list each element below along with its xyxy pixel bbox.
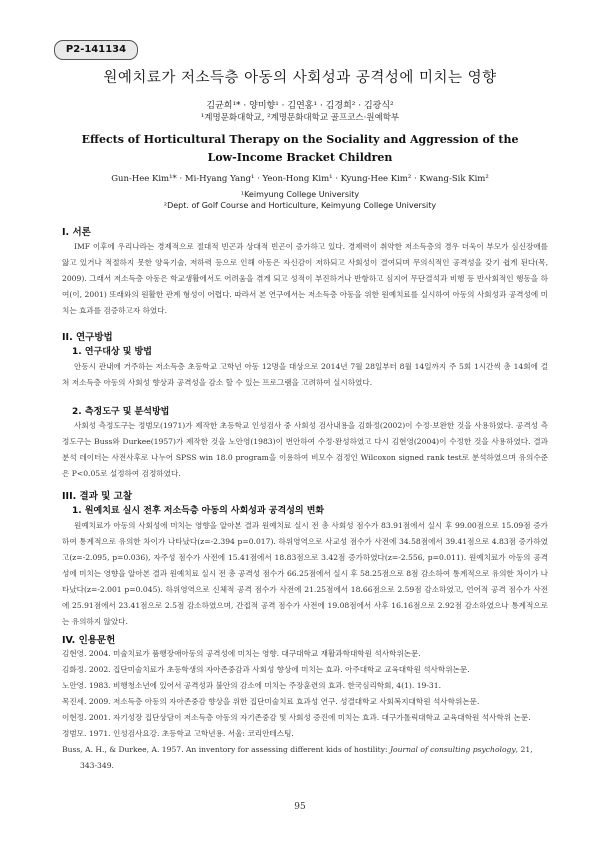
- reference-list: [62, 646, 548, 774]
- methods-sub2-heading: 2. 측정도구 및 분석방법: [72, 407, 170, 417]
- english-affiliation-2: ²Dept. of Golf Course and Horticulture, Keimyung College University: [163, 201, 437, 210]
- english-affiliation-1: ¹Keimyung College University: [240, 190, 360, 199]
- reference-item: 김현영. 2004. 미술치료가 품행장애아동의 공격성에 미치는 영향. 대구대학교 재활과학대학원 석사학위논문.: [62, 649, 421, 658]
- english-authors: Gun-Hee Kim¹* · Mi-Hyang Yang¹ · Yeon-Hong Kim¹ · Kyung-Hee Kim² · Kwang-Sik Kim²: [111, 174, 489, 184]
- reference-item: 이현정. 2001. 자기성장 집단상담이 저소득층 아동의 자기존중감 및 사회성 증진에 미치는 효과. 대구가톨릭대학교 교육대학원 석사학위 논문.: [62, 713, 531, 722]
- reference-item: 목진세. 2009. 저소득층 아동의 자아존중감 향상을 위한 집단미술치료 효과성 연구. 성결대학교 사회복지대학원 석사학위논문.: [62, 697, 480, 706]
- english-title-line-1: Effects of Horticultural Therapy on the Sociality and Aggression of the: [81, 133, 519, 146]
- english-title-line-2: Low-Income Bracket Children: [207, 151, 393, 164]
- reference-item-english: [62, 742, 548, 774]
- references-heading: IV. 인용문헌: [62, 635, 116, 646]
- intro-paragraph: [62, 239, 548, 319]
- english-title: [0, 131, 600, 167]
- methods-sub1-text: 안동시 관내에 거주하는 저소득층 초등학교 고학년 아동 12명을 대상으로 2014년 7월 28일부터 8월 14일까지 주 5회 1시간씩 총 14회에 걸쳐 저소득층 아동의 사회성 향상과 공격성을 감소 할 수 있는 프로그램을 고려하여 실시하였다.: [62, 362, 548, 387]
- session-code-badge: P2-141134: [54, 40, 138, 60]
- reference-item: 김화정. 2002. 집단미술치료가 초등학생의 자아존중감과 사회성 향상에 미치는 효과. 아주대학교 교육대학원 석사학위논문.: [62, 665, 470, 674]
- korean-title: 원예치료가 저소득층 아동의 사회성과 공격성에 미치는 영향: [103, 70, 497, 86]
- ref-en-suffix: , 21, 343-349.: [80, 745, 533, 770]
- results-sub1-paragraph: [62, 518, 548, 630]
- results-sub1-text: 원예치료가 아동의 사회성에 미치는 영향을 알아본 결과 원예치료 실시 전 총 사회성 점수가 83.91점에서 실시 후 99.00점으로 15.09점 증가하여 통계적으로 유의한 차이가 나타났다(z=-2.394 p=0.017). 하위영역으로 사교성 점수가 사전에 34.58점에서 39.41점으로 4.83점 증가하였고(z=-2.095, p=0.036), 자주성 점수가 사전에 15.41점에서 18.83점으로 3.42점 증가하였다(z=-2.556, p=0.011). 원예치료가 아동의 공격성에 미치는 영향을 알아본 결과 원예치료 실시 전 총 공격성 점수가 66.25점에서 실시 후 58.25점으로 8점 감소하여 통계적으로 유의한 차이가 나타났다(z=-2.001 p=0.045). 하위영역으로 신체적 공격 점수가 사전에 21.25점에서 18.66점으로 2.59점 감소하였고, 언어적 공격 점수가 사전에 25.91점에서 23.41점으로 2.5점 감소하였으며, 간접적 공격 점수가 사전에 19.08점에서 사후 16.16점으로 2.92점 감소하였으나 통계적으로는 유의하지 않았다.: [62, 521, 548, 626]
- results-sub1-heading: 1. 원예치료 실시 전후 저소득층 아동의 사회성과 공격성의 변화: [72, 506, 325, 516]
- reference-item: 노안영. 1983. 비행청소년에 있어서 공격성과 불안의 감소에 미치는 주장훈련의 효과. 한국심리학회, 4(1). 19-31.: [62, 681, 442, 690]
- reference-item: 정범모. 1971. 인성검사요강. 초등학교 고학년용. 서울: 코리안테스팅.: [62, 729, 294, 738]
- ref-en-journal: Journal of consulting psychology: [389, 745, 516, 754]
- methods-sub2-text: 사회성 측정도구는 정범모(1971)가 제작한 초등학교 인성검사 중 사회성 검사내용을 김화정(2002)이 수정·보완한 것을 사용하였다. 공격성 측정도구는 Buss와 Durkee(1957)가 제작한 것을 노안영(1983)이 번안하여 수정·완성하였고 다시 김현영(2004)이 수정한 것을 사용하였다. 결과 분석 데이터는 사전사후로 나누어 SPSS win 18.0 program을 이용하여 비모수 검정인 Wilcoxon signed rank test로 분석하였으며 유의수준은 P<0.05로 설정하여 검정하였다.: [62, 421, 548, 478]
- methods-sub2-paragraph: [62, 418, 548, 482]
- intro-heading: I. 서론: [62, 227, 91, 238]
- methods-heading: II. 연구방법: [62, 332, 113, 343]
- intro-text: IMF 이후에 우리나라는 경제적으로 절대적 빈곤과 상대적 빈곤이 증가하고 있다. 경제력이 취약한 저소득층의 경우 더욱이 부모가 심신장애를 앓고 있거나 적절하지 못한 양육기술, 저하력 등으로 인해 아동은 자신감이 저하되고 사회성이 결여되며 무의식적인 공격성을 갖기 쉽게 된다(목, 2009). 그래서 저소득층 아동은 학교생활에서도 어려움을 겪게 되고 성적이 부진하거나 반항하고 심지어 무단결석과 비행 등 반사회적인 행동을 하여(이, 2001) 또래와의 원활한 관계 형성이 어렵다. 따라서 본 연구에서는 저소득층 아동을 위한 원예치료를 실시하여 아동의 사회성과 공격성에 미치는 효과를 검증하고자 하였다.: [62, 242, 548, 315]
- korean-affiliation: ¹계명문화대학교, ²계명문화대학교 골프코스·원예학부: [200, 113, 400, 123]
- page-number: 95: [294, 802, 306, 812]
- ref-en-prefix: Buss, A. H., & Durkee, A. 1957. An inventory for assessing different kids of hostility:: [62, 745, 390, 754]
- korean-authors: 김균희¹* · 양미향¹ · 김연홍¹ · 김경희² · 김광식²: [206, 101, 394, 111]
- methods-sub1-heading: 1. 연구대상 및 방법: [72, 347, 152, 357]
- results-heading: III. 결과 및 고찰: [62, 491, 133, 502]
- methods-sub1-paragraph: [62, 359, 548, 391]
